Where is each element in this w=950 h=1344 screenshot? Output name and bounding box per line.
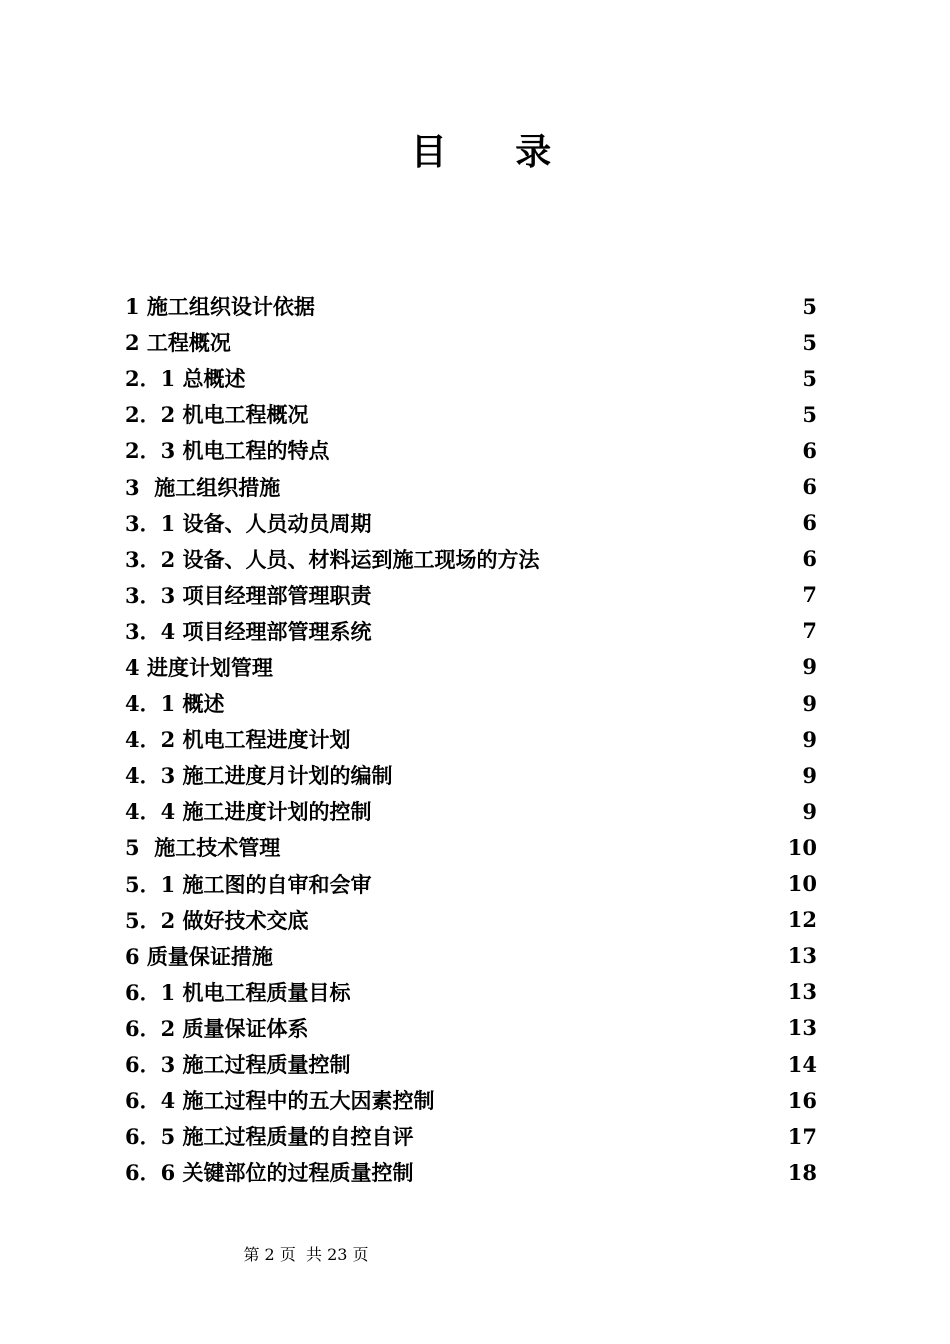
toc-entry[interactable] (125, 541, 825, 577)
toc-entry-label: 4．1 概述 (125, 691, 225, 717)
table-of-contents (125, 288, 825, 1190)
toc-entry[interactable] (125, 757, 825, 793)
toc-entry-label: 2．2 机电工程概况 (125, 402, 309, 428)
toc-entry-label: 6．1 机电工程质量目标 (125, 979, 351, 1005)
toc-entry-label: 5 施工技术管理 (125, 835, 281, 861)
toc-entry[interactable] (125, 613, 825, 649)
toc-entry-page: 6 (802, 474, 817, 500)
toc-entry-label: 3．3 项目经理部管理职责 (125, 582, 372, 608)
toc-entry-label: 6．4 施工过程中的五大因素控制 (125, 1088, 435, 1114)
toc-entry[interactable] (125, 577, 825, 613)
toc-entry-label: 2．1 总概述 (125, 366, 246, 392)
toc-entry-page: 13 (787, 1015, 817, 1041)
toc-entry-page: 6 (802, 437, 817, 463)
toc-entry-page: 9 (802, 762, 817, 788)
toc-entry[interactable] (125, 1010, 825, 1046)
toc-entry-page: 5 (802, 293, 817, 319)
toc-entry-label: 2．3 机电工程的特点 (125, 438, 330, 464)
toc-entry-label: 6．6 关键部位的过程质量控制 (125, 1160, 414, 1186)
toc-entry-label: 5．2 做好技术交底 (125, 907, 309, 933)
toc-entry-label: 3．2 设备、人员、材料运到施工现场的方法 (125, 546, 540, 572)
toc-entry[interactable] (125, 721, 825, 757)
page-footer: 第 2 页 共 23 页 (243, 1245, 369, 1264)
toc-entry-label: 6．2 质量保证体系 (125, 1015, 309, 1041)
toc-entry[interactable] (125, 324, 825, 360)
toc-entry-page: 6 (802, 510, 817, 536)
toc-entry[interactable] (125, 468, 825, 504)
toc-entry-label: 3．1 设备、人员动员周期 (125, 510, 372, 536)
toc-entry[interactable] (125, 866, 825, 902)
toc-entry-page: 14 (787, 1051, 817, 1077)
toc-entry-label: 4．2 机电工程进度计划 (125, 727, 351, 753)
toc-entry-label: 4 进度计划管理 (125, 654, 273, 680)
toc-entry-label: 6．5 施工过程质量的自控自评 (125, 1124, 414, 1150)
toc-entry-page: 17 (787, 1123, 817, 1149)
toc-entry-label: 6 质量保证措施 (125, 943, 273, 969)
page-title: 目 录 (410, 131, 580, 173)
toc-entry-page: 5 (802, 329, 817, 355)
toc-entry[interactable] (125, 829, 825, 865)
toc-entry[interactable] (125, 938, 825, 974)
toc-entry[interactable] (125, 360, 825, 396)
toc-entry-label: 4．3 施工进度月计划的编制 (125, 763, 393, 789)
toc-entry-page: 16 (787, 1087, 817, 1113)
toc-entry-label: 2 工程概况 (125, 330, 231, 356)
toc-entry[interactable] (125, 288, 825, 324)
toc-entry[interactable] (125, 902, 825, 938)
toc-entry-page: 10 (787, 834, 817, 860)
toc-entry-page: 13 (787, 979, 817, 1005)
toc-entry[interactable] (125, 1082, 825, 1118)
toc-entry[interactable] (125, 396, 825, 432)
toc-entry-label: 3 施工组织措施 (125, 474, 281, 500)
toc-entry-page: 6 (802, 546, 817, 572)
toc-entry-label: 3．4 项目经理部管理系统 (125, 618, 372, 644)
toc-entry-label: 6．3 施工过程质量控制 (125, 1052, 351, 1078)
toc-entry-page: 9 (802, 690, 817, 716)
toc-entry-page: 13 (787, 943, 817, 969)
toc-entry-label: 5．1 施工图的自审和会审 (125, 871, 372, 897)
toc-entry-page: 10 (787, 871, 817, 897)
toc-entry-page: 9 (802, 726, 817, 752)
toc-entry-label: 1 施工组织设计依据 (125, 294, 315, 320)
toc-entry-page: 5 (802, 365, 817, 391)
toc-entry-page: 12 (787, 907, 817, 933)
toc-entry[interactable] (125, 1046, 825, 1082)
toc-entry[interactable] (125, 685, 825, 721)
toc-entry-page: 5 (802, 401, 817, 427)
toc-entry-label: 4．4 施工进度计划的控制 (125, 799, 372, 825)
toc-entry[interactable] (125, 505, 825, 541)
toc-entry-page: 9 (802, 798, 817, 824)
toc-entry[interactable] (125, 432, 825, 468)
toc-entry-page: 18 (787, 1159, 817, 1185)
toc-entry[interactable] (125, 1118, 825, 1154)
toc-entry-page: 9 (802, 654, 817, 680)
toc-entry[interactable] (125, 649, 825, 685)
toc-entry-page: 7 (802, 582, 817, 608)
toc-entry[interactable] (125, 793, 825, 829)
toc-entry[interactable] (125, 1154, 825, 1190)
toc-entry-page: 7 (802, 618, 817, 644)
toc-entry[interactable] (125, 974, 825, 1010)
